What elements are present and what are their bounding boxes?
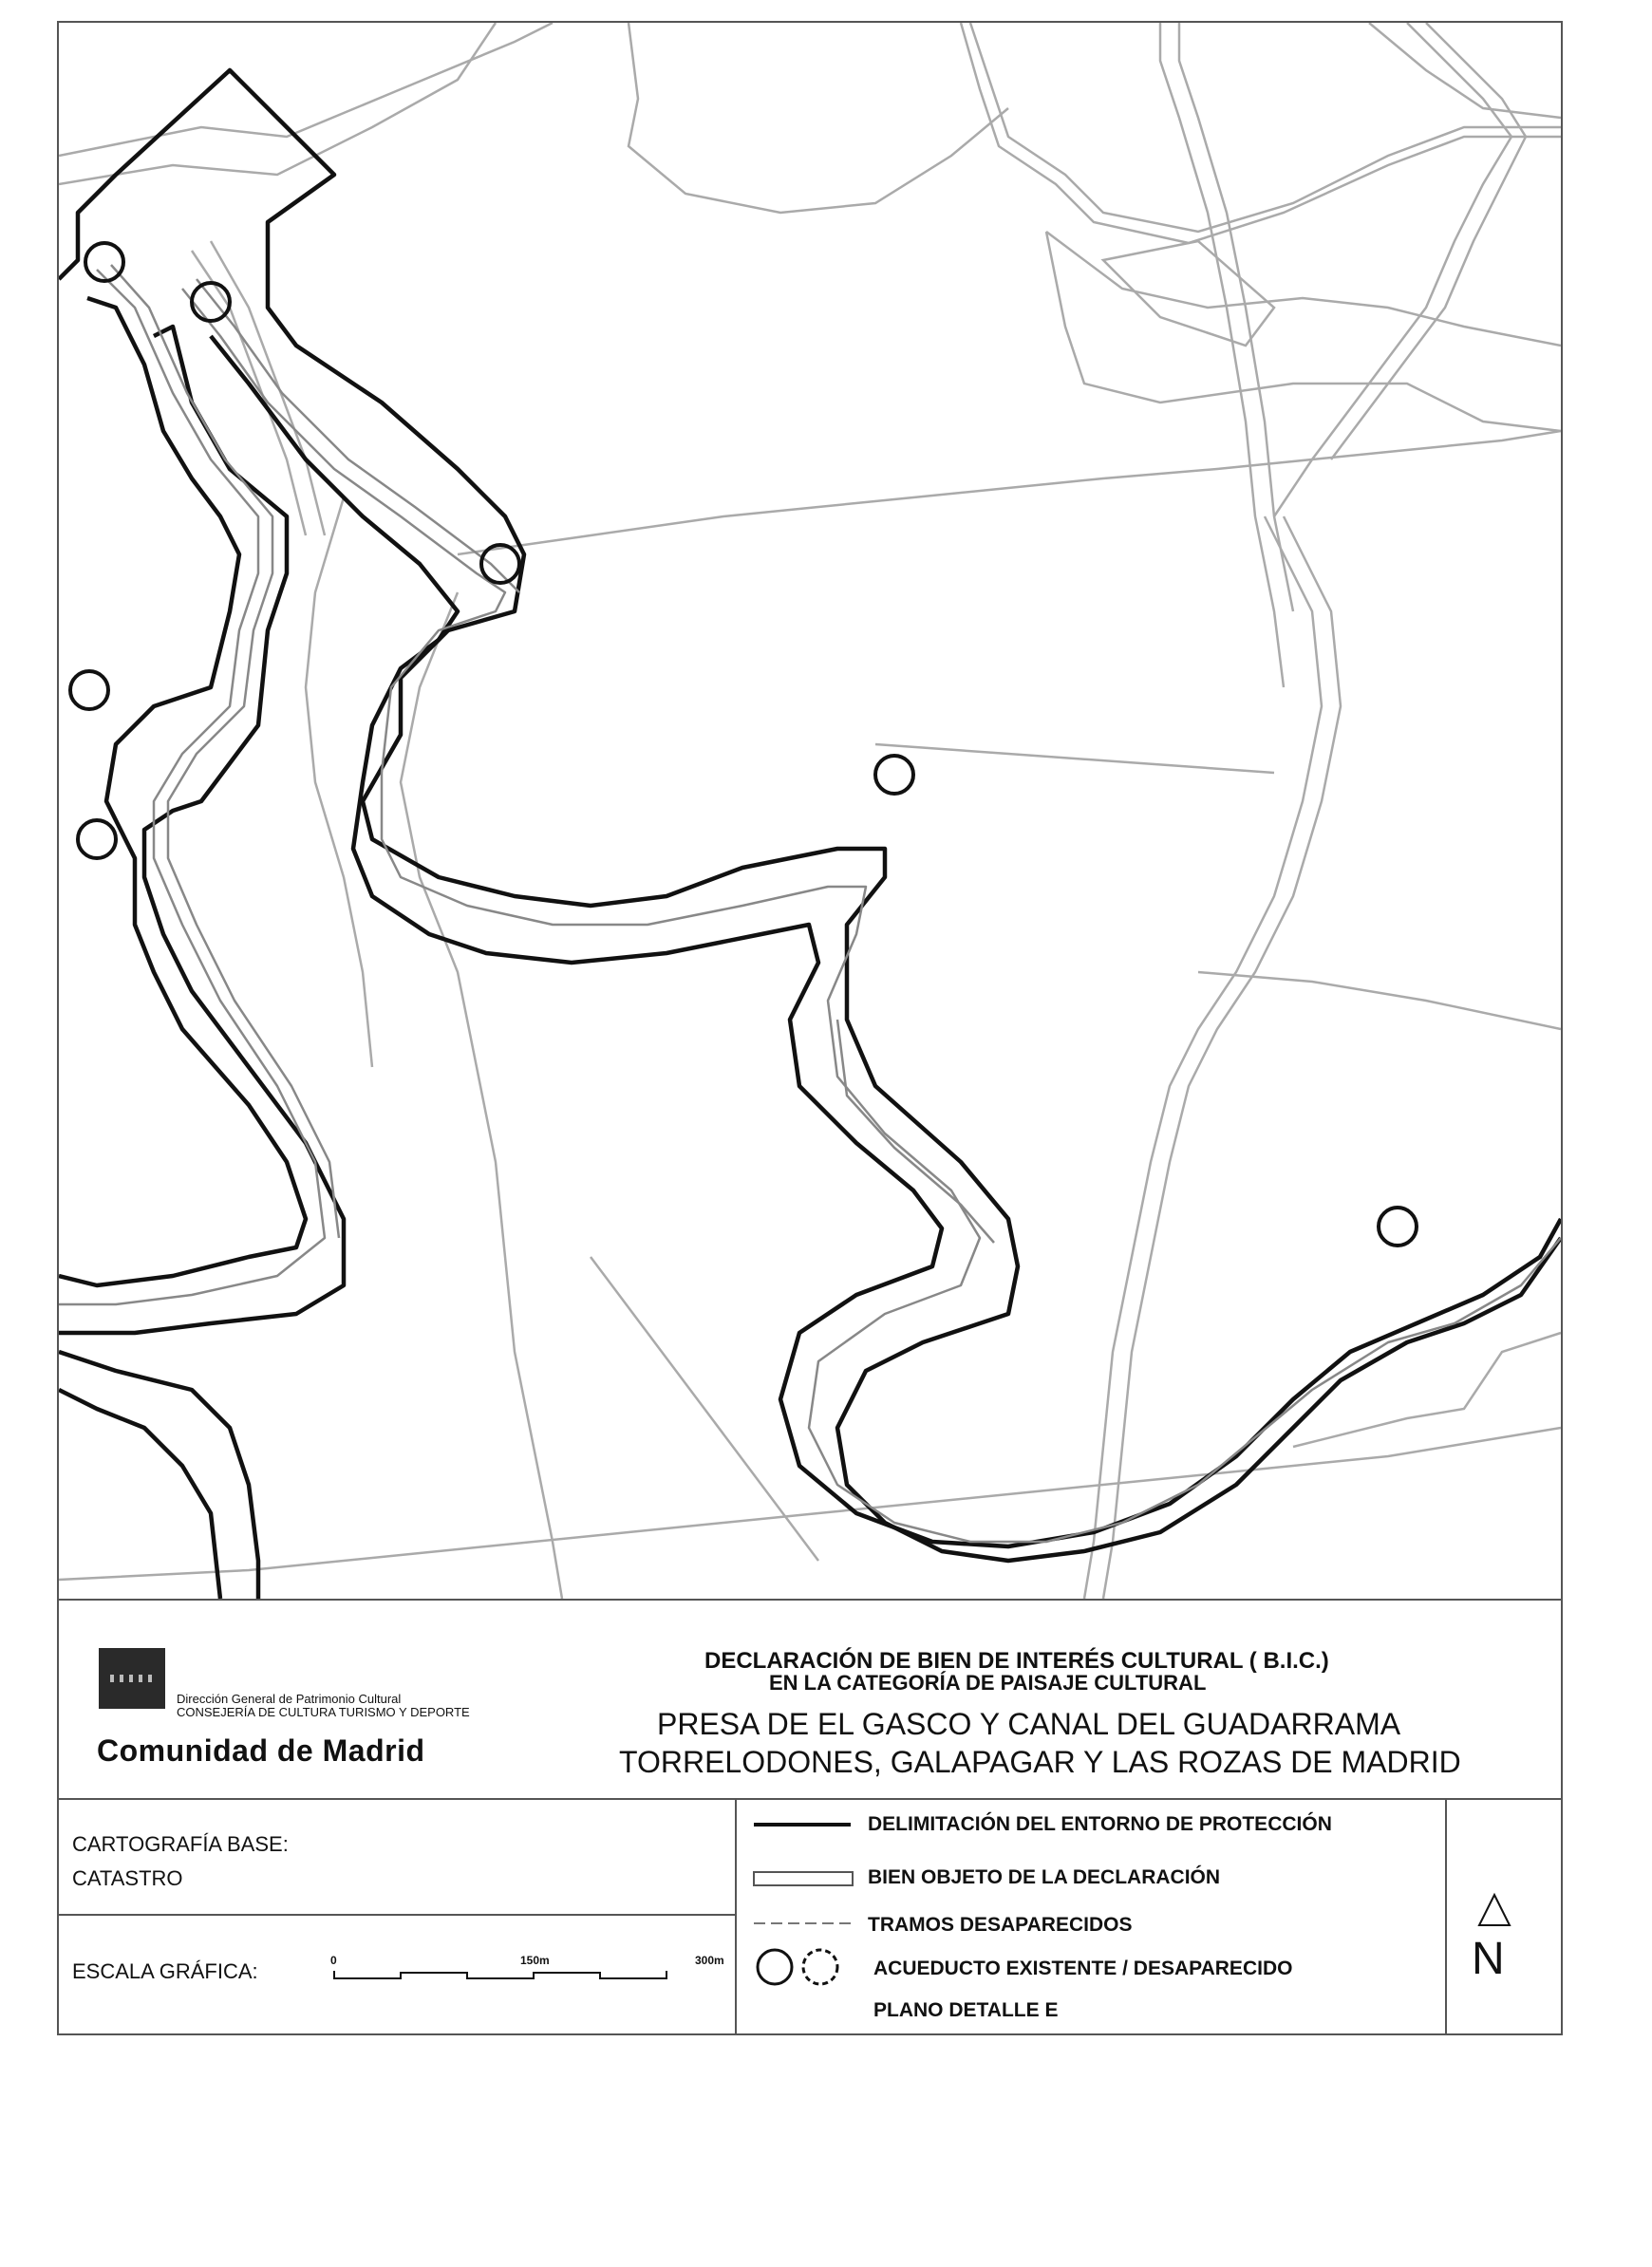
protection-boundary — [59, 70, 1561, 1599]
aqueduct-circle — [1379, 1208, 1417, 1246]
logo-line-2: CONSEJERÍA DE CULTURA TURISMO Y DEPORTE — [177, 1705, 470, 1719]
cartografia-label: CARTOGRAFÍA BASE: — [72, 1832, 289, 1856]
logo-line-1: Dirección General de Patrimonio Cultural — [177, 1692, 402, 1706]
legend-plano: PLANO DETALLE E — [873, 1999, 1059, 2021]
aqueduct-circle — [875, 756, 913, 794]
legend-tramos: TRAMOS DESAPARECIDOS — [868, 1914, 1133, 1936]
legend-acueducto: ACUEDUCTO EXISTENTE / DESAPARECIDO — [873, 1958, 1293, 1979]
map-area — [59, 23, 1561, 1599]
scale-tick-300: 300m — [695, 1954, 724, 1967]
aqueduct-circle — [85, 243, 123, 281]
aqueduct-circle — [481, 545, 519, 583]
north-label: N — [1472, 1934, 1505, 1984]
legend-block — [59, 1798, 1561, 2033]
divider — [735, 1800, 737, 2033]
title-line-4: TORRELODONES, GALAPAGAR Y LAS ROZAS DE MADRID — [619, 1745, 1461, 1779]
title-line-3: PRESA DE EL GASCO Y CANAL DEL GUADARRAMA — [657, 1707, 1401, 1741]
title-line-2: EN LA CATEGORÍA DE PAISAJE CULTURAL — [769, 1671, 1207, 1695]
title-line-1: DECLARACIÓN DE BIEN DE INTERÉS CULTURAL ( B.I.C.) — [704, 1648, 1329, 1674]
aqueduct-circle — [192, 283, 230, 321]
legend-symbols — [744, 1800, 887, 2035]
divider — [1445, 1800, 1447, 2033]
legend-bien: BIEN OBJETO DE LA DECLARACIÓN — [868, 1866, 1221, 1888]
aqueduct-circle — [78, 820, 116, 858]
divider — [59, 1914, 735, 1916]
escala-label: ESCALA GRÁFICA: — [72, 1959, 258, 1983]
scale-tick-150: 150m — [520, 1954, 550, 1967]
map-sheet — [57, 21, 1563, 2035]
north-arrow-icon — [1475, 1891, 1513, 1929]
title-block — [59, 1599, 1561, 1798]
cartografia-value: CATASTRO — [72, 1866, 183, 1890]
comunidad-madrid-logo — [99, 1648, 165, 1709]
map-drawing — [59, 23, 1561, 1599]
org-name: Comunidad de Madrid — [97, 1733, 425, 1768]
legend-entorno: DELIMITACIÓN DEL ENTORNO DE PROTECCIÓN — [868, 1813, 1332, 1835]
scale-tick-0: 0 — [330, 1954, 337, 1967]
aqueduct-circle — [70, 671, 108, 709]
